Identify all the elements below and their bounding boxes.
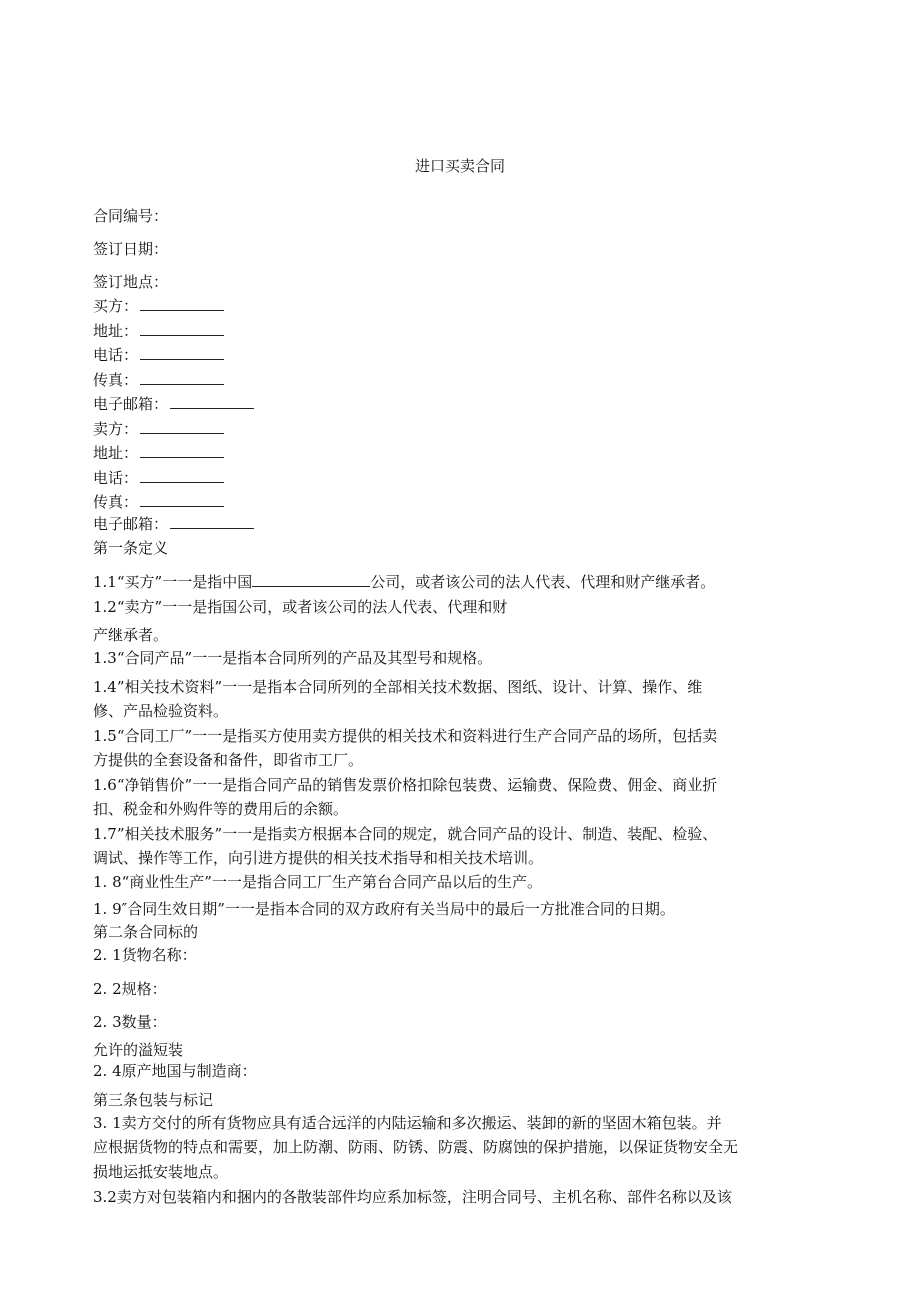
- definition-1-1: [93, 572, 715, 592]
- document-title: 进口买卖合同: [414, 157, 505, 175]
- buyer-address-line: [93, 321, 224, 341]
- seller-line: [93, 419, 224, 439]
- signing-date-label: 签订日期：: [93, 240, 169, 258]
- article1-heading: 第一条定义: [93, 539, 169, 557]
- item-2-3-quantity: 2. 3数量：: [93, 1013, 167, 1031]
- buyer-fax-blank: [140, 372, 224, 385]
- seller-address-blank: [140, 445, 224, 458]
- definition-1-4-line2: 修、产品检验资料。: [93, 702, 229, 720]
- paragraph-3-1-line3: 损地运抵安装地点。: [93, 1163, 229, 1181]
- paragraph-3-1-line1: 3. 1卖方交付的所有货物应具有适合远洋的内陆运输和多次搬运、装卸的新的坚固木箱包装。并: [93, 1114, 722, 1132]
- item-2-1-goods-name: 2. 1货物名称：: [93, 946, 197, 964]
- item-2-2-specification: 2. 2规格：: [93, 980, 167, 998]
- seller-fax-blank: [140, 494, 224, 507]
- article2-heading: 第二条合同标的: [93, 923, 199, 941]
- buyer-line: [93, 296, 224, 316]
- seller-phone-label: 电话：: [93, 469, 139, 487]
- definition-1-2-line2: 产继承者。: [93, 626, 169, 644]
- article3-heading: 第三条包装与标记: [93, 1091, 214, 1109]
- seller-email-label: 电子邮箱：: [93, 515, 169, 533]
- definition-1-5-line1: 1.5“合同工厂”一一是指买方使用卖方提供的相关技术和资料进行生产合同产品的场所，包括卖: [93, 727, 718, 745]
- definition-1-6-line1: 1.6“净销售价”一一是指合同产品的销售发票价格扣除包装费、运输费、保险费、佣金、商业折: [93, 776, 718, 794]
- buyer-address-label: 地址：: [93, 322, 139, 340]
- buyer-email-label: 电子邮箱：: [93, 395, 169, 413]
- seller-email-line: [93, 514, 254, 534]
- buyer-phone-label: 电话：: [93, 346, 139, 364]
- paragraph-3-1-line2: 应根据货物的特点和需要，加上防潮、防雨、防锈、防震、防腐蚀的保护措施，以保证货物安全无: [93, 1138, 739, 1156]
- definition-1-7-line2: 调试、操作等工作，向引进方提供的相关技术指导和相关技术培训。: [93, 849, 544, 867]
- buyer-phone-line: [93, 345, 224, 365]
- seller-address-label: 地址：: [93, 444, 139, 462]
- buyer-fax-label: 传真：: [93, 371, 139, 389]
- definition-1-6-line2: 扣、税金和外购件等的费用后的余额。: [93, 800, 349, 818]
- seller-address-line: [93, 443, 224, 463]
- contract-number-label: 合同编号：: [93, 207, 169, 225]
- definition-1-5-line2: 方提供的全套设备和备件，即省市工厂。: [93, 751, 364, 769]
- buyer-email-blank: [170, 396, 254, 409]
- seller-email-blank: [170, 516, 254, 529]
- seller-blank: [140, 421, 224, 434]
- paragraph-3-2-line1: 3.2卖方对包装箱内和捆内的各散装部件均应系加标签，注明合同号、主机名称、部件名称以及该: [93, 1188, 732, 1206]
- signing-place-label: 签订地点：: [93, 273, 169, 291]
- definition-1-7-line1: 1.7”相关技术服务”一一是指卖方根据本合同的规定，就合同产品的设计、制造、装配、检验、: [93, 825, 718, 843]
- buyer-email-line: [93, 394, 254, 414]
- buyer-label: 买方：: [93, 297, 139, 315]
- item-2-4-origin: 2. 4原产地国与制造商：: [93, 1062, 257, 1080]
- definition-1-1-pre: 1.1“买方”一一是指中国: [93, 573, 253, 591]
- seller-phone-line: [93, 468, 224, 488]
- buyer-phone-blank: [140, 347, 224, 360]
- buyer-address-blank: [140, 323, 224, 336]
- definition-1-3: 1.3“合同产品”一一是指本合同所列的产品及其型号和规格。: [93, 649, 493, 667]
- buyer-company-blank: [252, 574, 370, 587]
- definition-1-1-post: 公司，或者该公司的法人代表、代理和财产继承者。: [370, 573, 716, 591]
- seller-phone-blank: [140, 470, 224, 483]
- seller-fax-line: [93, 492, 224, 512]
- tolerance-label: 允许的溢短装: [93, 1041, 184, 1059]
- seller-fax-label: 传真：: [93, 493, 139, 511]
- buyer-fax-line: [93, 370, 224, 390]
- buyer-blank: [140, 298, 224, 311]
- seller-label: 卖方：: [93, 420, 139, 438]
- definition-1-8: 1. 8“商业性生产”一一是指合同工厂生产第台合同产品以后的生产。: [93, 873, 542, 891]
- definition-1-4-line1: 1.4”相关技术资料”一一是指本合同所列的全部相关技术数据、图纸、设计、计算、操作、维: [93, 678, 703, 696]
- definition-1-9: 1. 9″合同生效日期”一一是指本合同的双方政府有关当局中的最后一方批准合同的日期。: [93, 900, 675, 918]
- definition-1-2-line1: 1.2“卖方”一一是指国公司，或者该公司的法人代表、代理和财: [93, 598, 508, 616]
